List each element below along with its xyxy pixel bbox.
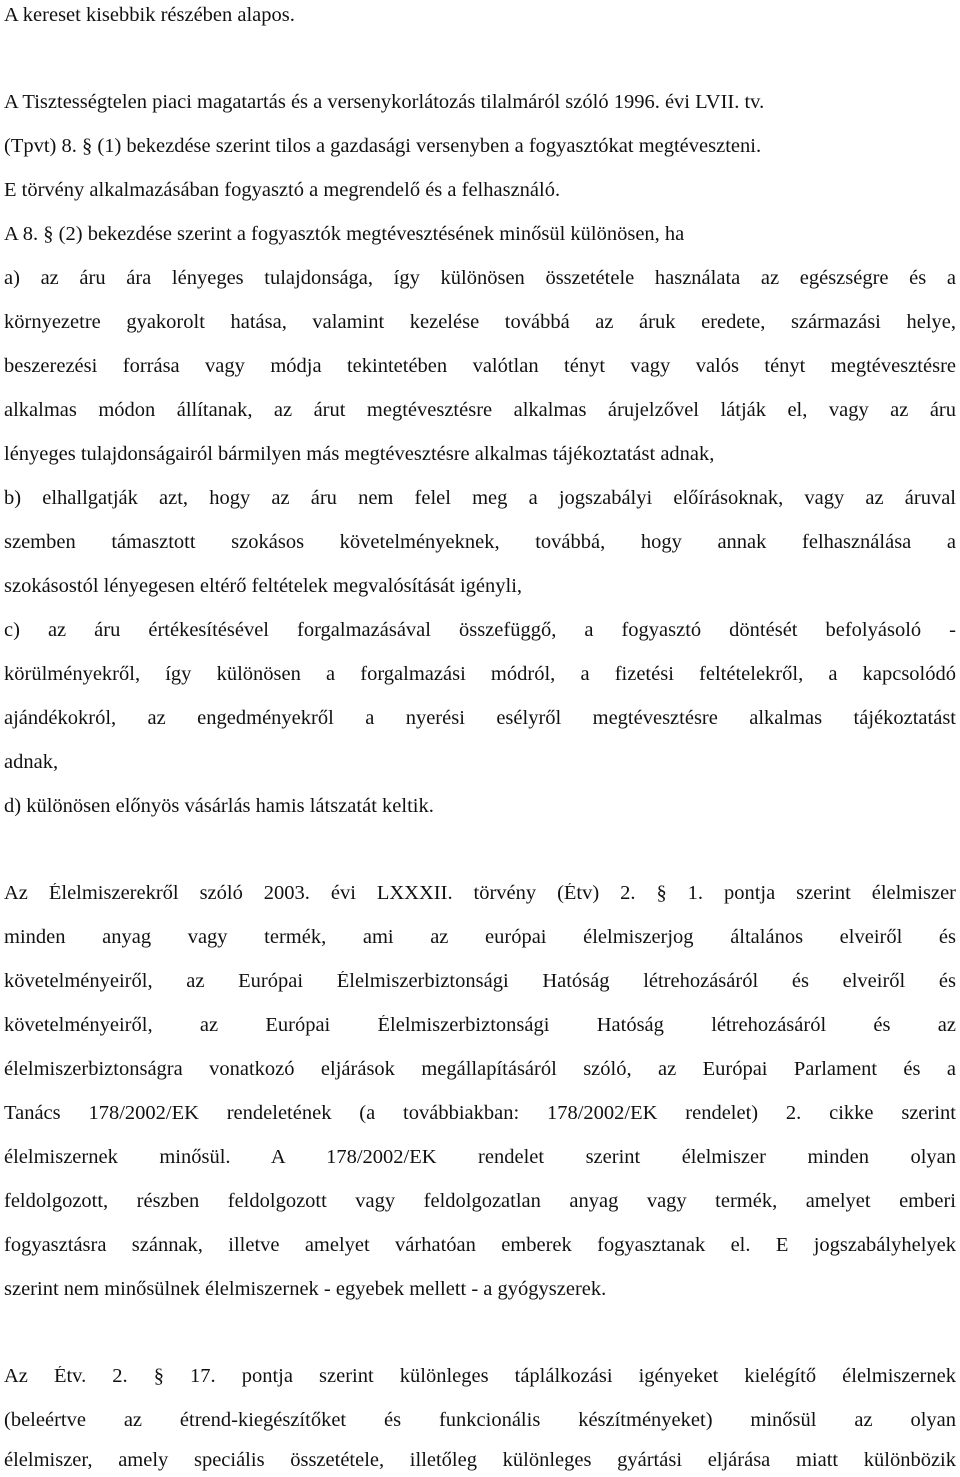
text-line-1: A kereset kisebbik részében alapos. xyxy=(4,4,295,26)
text-line-5: A 8. § (2) bekezdése szerint a fogyasztók megtévesztésének minősül különösen, ha xyxy=(4,223,685,245)
text-line-8: beszerezési forrása vagy módja tekintetében valótlan tényt vagy valós tényt megtévesztésre xyxy=(4,356,956,377)
text-line-30: (beleértve az étrend-kiegészítőket és funkcionális készítményeket) minősül az olyan xyxy=(4,1410,956,1431)
text-line-24: Tanács 178/2002/EK rendeletének (a továbbiakban: 178/2002/EK rendelet) 2. cikke szerint xyxy=(4,1103,956,1124)
text-line-22: követelményeiről, az Európai Élelmiszerbiztonsági Hatóság létrehozásáról és az xyxy=(4,1015,956,1036)
text-line-19: Az Élelmiszerekről szóló 2003. évi LXXXII. törvény (Étv) 2. § 1. pontja szerint élelmiszer xyxy=(4,883,956,904)
text-line-3: (Tpvt) 8. § (1) bekezdése szerint tilos a gazdasági versenyben a fogyasztókat megtéveszteni. xyxy=(4,135,762,157)
text-line-23: élelmiszerbiztonságra vonatkozó eljárások megállapításáról szóló, az Európai Parlament és a xyxy=(4,1059,956,1080)
text-line-16: ajándékokról, az engedményekről a nyerési esélyről megtévesztésre alkalmas tájékoztatást xyxy=(4,708,956,729)
text-line-29: Az Étv. 2. § 17. pontja szerint különleges táplálkozási igényeket kielégítő élelmiszernek xyxy=(4,1366,956,1387)
text-line-10: lényeges tulajdonságairól bármilyen más megtévesztésre alkalmas tájékoztatást adnak, xyxy=(4,443,715,465)
text-line-31: élelmiszer, amely speciális összetétele, illetőleg különleges gyártási eljárása miatt különbözik xyxy=(4,1450,956,1471)
text-line-20: minden anyag vagy termék, ami az európai élelmiszerjog általános elveiről és xyxy=(4,927,956,948)
text-line-26: feldolgozott, részben feldolgozott vagy feldolgozatlan anyag vagy termék, amelyet emberi xyxy=(4,1191,956,1212)
text-line-12: szemben támasztott szokásos követelményeknek, továbbá, hogy annak felhasználása a xyxy=(4,532,956,553)
text-line-4: E törvény alkalmazásában fogyasztó a megrendelő és a felhasználó. xyxy=(4,179,561,201)
text-line-13: szokásostól lényegesen eltérő feltételek megvalósítását igényli, xyxy=(4,575,523,597)
text-line-14: c) az áru értékesítésével forgalmazásával összefüggő, a fogyasztó döntését befolyásoló - xyxy=(4,620,956,641)
text-line-9: alkalmas módon állítanak, az árut megtévesztésre alkalmas árujelzővel látják el, vagy az áru xyxy=(4,400,956,421)
text-line-15: körülményekről, így különösen a forgalmazási módról, a fizetési feltételekről, a kapcsolódó xyxy=(4,664,956,685)
text-line-2: A Tisztességtelen piaci magatartás és a versenykorlátozás tilalmáról szóló 1996. évi LVII. tv. xyxy=(4,91,765,113)
text-line-7: környezetre gyakorolt hatása, valamint kezelése továbbá az áruk eredete, származási helye, xyxy=(4,312,956,333)
text-line-27: fogyasztásra szánnak, illetve amelyet várhatóan emberek fogyasztanak el. E jogszabályhelyek xyxy=(4,1235,956,1256)
text-line-11: b) elhallgatják azt, hogy az áru nem felel meg a jogszabályi előírásoknak, vagy az áruval xyxy=(4,488,956,509)
text-line-25: élelmiszernek minősül. A 178/2002/EK rendelet szerint élelmiszer minden olyan xyxy=(4,1147,956,1168)
text-line-17: adnak, xyxy=(4,751,59,773)
text-line-21: követelményeiről, az Európai Élelmiszerbiztonsági Hatóság létrehozásáról és elveiről és xyxy=(4,971,956,992)
text-line-6: a) az áru ára lényeges tulajdonsága, így különösen összetétele használata az egészségre és a xyxy=(4,268,956,289)
text-line-18: d) különösen előnyös vásárlás hamis látszatát keltik. xyxy=(4,795,434,817)
text-line-28: szerint nem minősülnek élelmiszernek - egyebek mellett - a gyógyszerek. xyxy=(4,1278,607,1300)
